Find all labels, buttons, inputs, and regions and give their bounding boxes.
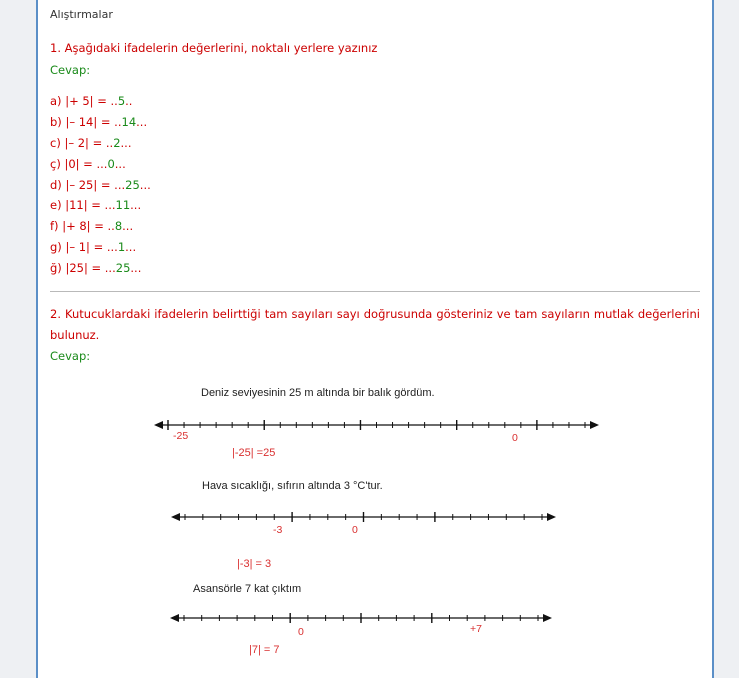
question-1-text: 1. Aşağıdaki ifadelerin değerlerini, noktalı yerlere yazınız — [50, 41, 378, 55]
answer-expression: ğ) |25| = ... — [50, 261, 116, 276]
answer-item — [50, 216, 151, 237]
answer-value: 25 — [125, 177, 140, 192]
answer-dots: .. — [125, 94, 133, 108]
right-arrow-icon — [547, 513, 556, 521]
answer-value: 14 — [121, 114, 137, 129]
number-line-2 — [171, 507, 556, 527]
answer-expression: a) |+ 5| = .. — [50, 94, 118, 108]
answer-item — [50, 195, 151, 216]
right-arrow-icon — [590, 421, 599, 429]
answer-value: 1 — [117, 240, 126, 255]
number-line-3-caption: Asansörle 7 kat çıktım — [193, 583, 302, 595]
left-arrow-icon — [154, 421, 163, 429]
answer-value: 2 — [113, 135, 121, 150]
answer-expression: f) |+ 8| = .. — [50, 219, 115, 234]
content-panel — [38, 0, 712, 678]
answer-dots: ... — [120, 135, 132, 150]
number-line-2-label-negative: -3 — [273, 524, 283, 536]
answer-item — [50, 133, 151, 154]
section-divider — [50, 291, 700, 292]
number-line-2-caption: Hava sıcaklığı, sıfırın altında 3 °C'tur. — [202, 480, 383, 492]
answer-item — [50, 112, 151, 133]
number-line-1 — [154, 415, 599, 435]
answer-expression: g) |– 1| = ... — [50, 240, 118, 255]
number-line-3-label-positive: +7 — [470, 623, 482, 635]
answer-expression: ç) |0| = ... — [50, 156, 108, 171]
number-line-1-caption: Deniz seviyesinin 25 m altında bir balık gördüm. — [201, 387, 435, 399]
right-arrow-icon — [543, 614, 552, 622]
left-arrow-icon — [171, 513, 180, 521]
answer-dots: ... — [130, 261, 142, 276]
answer-list — [50, 91, 151, 279]
number-line-3-absolute-value: |7| = 7 — [249, 644, 280, 656]
answer-dots: ... — [114, 156, 126, 171]
number-line-1-absolute-value: |-25| =25 — [232, 447, 276, 459]
answer-value: 5 — [117, 94, 126, 108]
answer-value: 25 — [115, 261, 131, 276]
question-1-answer-label: Cevap: — [50, 63, 91, 77]
answer-dots: ... — [125, 240, 137, 255]
right-frame-border — [712, 0, 714, 678]
answer-value: 0 — [107, 156, 115, 171]
number-line-3 — [170, 608, 552, 628]
question-2-text: 2. Kutucuklardaki ifadelerin belirttiği tam sayıları sayı doğrusunda gösteriniz ve tam sayıların mutlak değerlerini bulunuz. — [50, 307, 700, 342]
answer-value: 8 — [114, 219, 123, 234]
answer-dots: ... — [122, 219, 134, 234]
number-line-3-label-zero: 0 — [298, 626, 304, 638]
answer-item — [50, 175, 151, 196]
answer-expression: e) |11| = ... — [50, 198, 116, 213]
answer-expression: b) |– 14| = .. — [50, 114, 122, 129]
left-arrow-icon — [170, 614, 179, 622]
number-line-1-label-zero: 0 — [512, 432, 518, 444]
question-2-answer-label: Cevap: — [50, 349, 91, 363]
number-line-2-absolute-value: |-3| = 3 — [237, 558, 272, 570]
answer-item — [50, 237, 151, 258]
answer-dots: ... — [139, 177, 151, 192]
answer-value: 11 — [115, 198, 131, 213]
answer-item — [50, 258, 151, 279]
section-title: Alıştırmalar — [50, 8, 113, 21]
answer-dots: ... — [136, 114, 148, 129]
answer-expression: d) |– 25| = ... — [50, 177, 126, 192]
number-line-1-label-negative: -25 — [173, 430, 189, 442]
answer-item — [50, 91, 151, 112]
answer-expression: c) |– 2| = .. — [50, 135, 114, 150]
number-line-2-label-zero: 0 — [352, 524, 358, 536]
answer-item — [50, 154, 151, 175]
answer-dots: ... — [130, 198, 142, 213]
